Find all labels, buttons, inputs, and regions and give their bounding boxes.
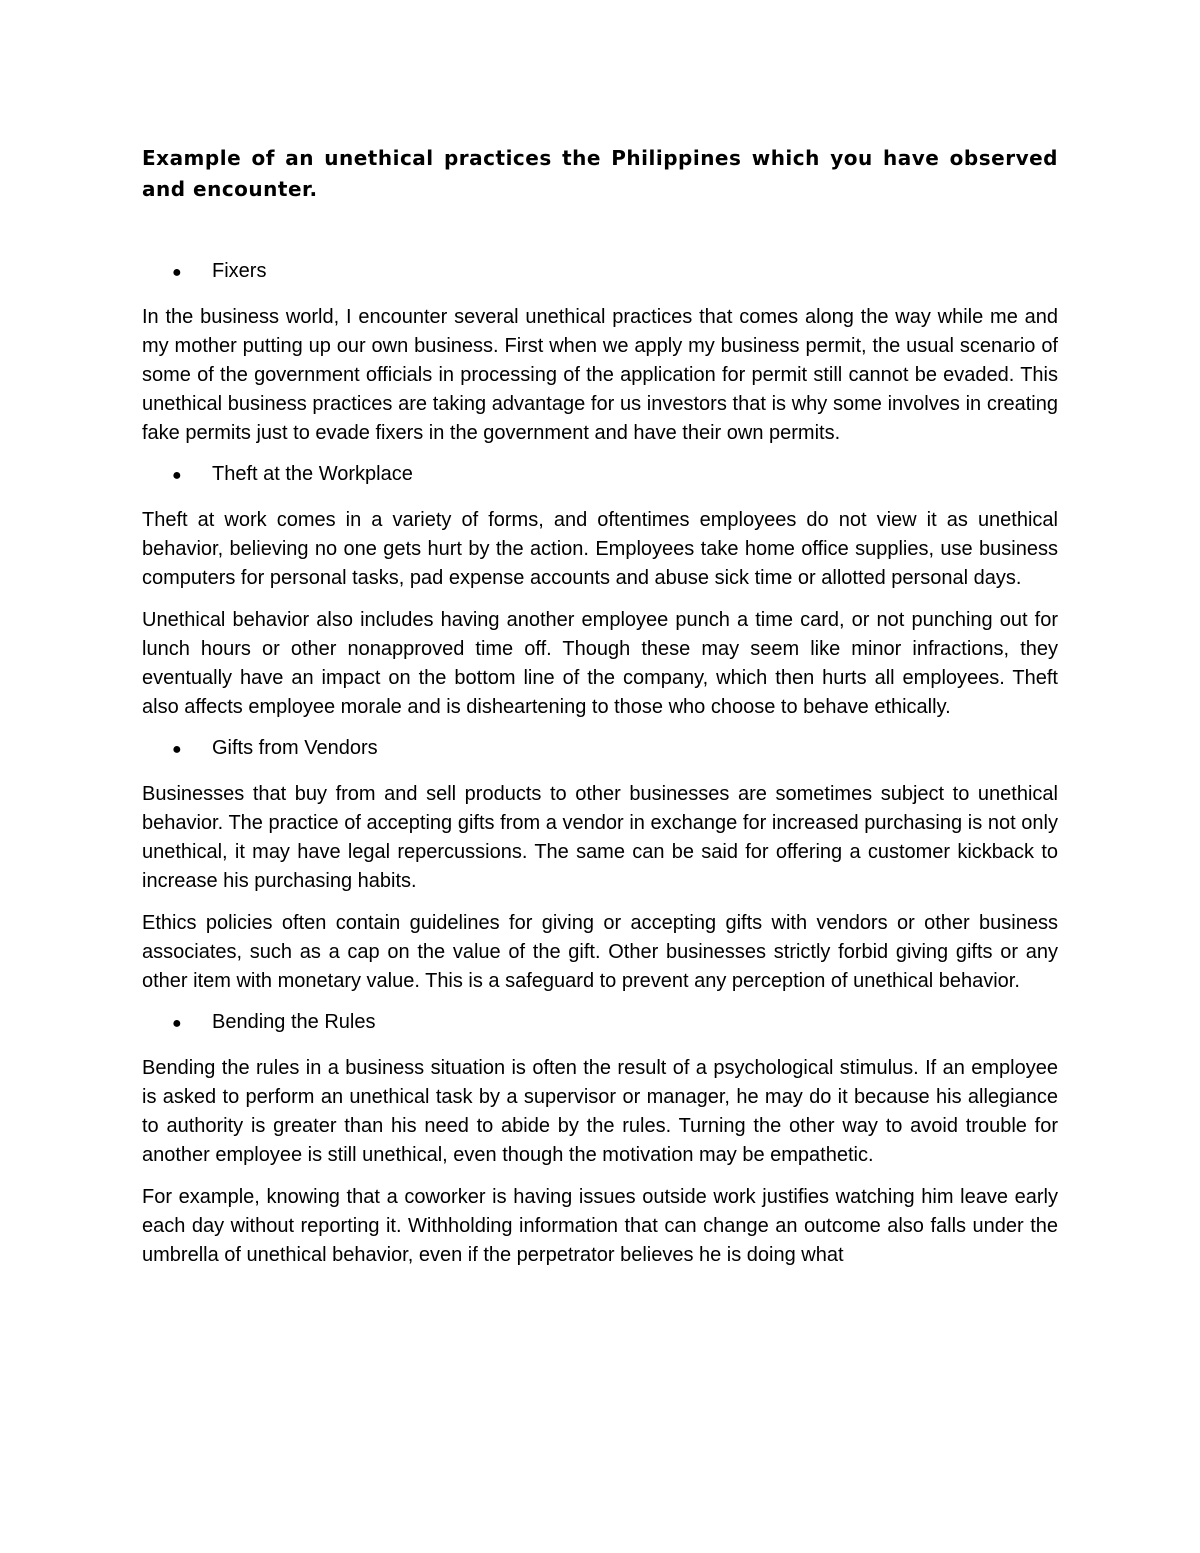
bullet-icon: ● — [172, 1015, 182, 1032]
bullet-icon: ● — [172, 467, 182, 484]
paragraph: Unethical behavior also includes having another employee punch a time card, or not punching out for lunch hours or other nonapproved time off. Though these may seem like minor infractions, they eventually have an impact on the bottom line of the company, which then hurts all employees. Theft also affects employee morale and is disheartening to those who choose to behave ethically. — [142, 609, 1058, 718]
bullet-icon: ● — [172, 741, 182, 758]
bullet-fixers — [142, 257, 1058, 287]
document-title: Example of an unethical practices the Philippines which you have observed and encounter. — [142, 146, 1058, 201]
bullet-bending-the-rules — [142, 1008, 1058, 1038]
paragraph: Businesses that buy from and sell products to other businesses are sometimes subject to unethical behavior. The practice of accepting gifts from a vendor in exchange for increased purchasing is not only unethical, it may have legal repercussions. The same can be said for offering a customer kickback to increase his purchasing habits. — [142, 783, 1058, 892]
section-heading: Gifts from Vendors — [212, 737, 378, 759]
bullet-icon: ● — [172, 264, 182, 281]
section-heading: Theft at the Workplace — [212, 463, 413, 485]
paragraph: Ethics policies often contain guidelines for giving or accepting gifts with vendors or other business associates, such as a cap on the value of the gift. Other businesses strictly forbid giving gifts or any other item with monetary value. This is a safeguard to prevent any perception of unethical behavior. — [142, 912, 1058, 992]
bullet-theft-at-workplace — [142, 460, 1058, 490]
section-heading: Bending the Rules — [212, 1011, 376, 1033]
bullet-gifts-from-vendors — [142, 734, 1058, 764]
document-page — [142, 143, 1058, 1270]
paragraph: Bending the rules in a business situation is often the result of a psychological stimulus. If an employee is asked to perform an unethical task by a supervisor or manager, he may do it because his allegiance to authority is greater than his need to abide by the rules. Turning the other way to avoid trouble for another employee is still unethical, even though the motivation may be empathetic. — [142, 1057, 1058, 1166]
paragraph: For example, knowing that a coworker is having issues outside work justifies watching him leave early each day without reporting it. Withholding information that can change an outcome also falls under the umbrella of unethical behavior, even if the perpetrator believes he is doing what — [142, 1186, 1058, 1266]
section-heading: Fixers — [212, 260, 267, 282]
paragraph: In the business world, I encounter several unethical practices that comes along the way while me and my mother putting up our own business. First when we apply my business permit, the usual scenario of some of the government officials in processing of the application for permit still cannot be evaded. This unethical business practices are taking advantage for us investors that is why some involves in creating fake permits just to evade fixers in the government and have their own permits. — [142, 306, 1058, 444]
paragraph: Theft at work comes in a variety of forms, and oftentimes employees do not view it as unethical behavior, believing no one gets hurt by the action. Employees take home office supplies, use business computers for personal tasks, pad expense accounts and abuse sick time or allotted personal days. — [142, 509, 1058, 589]
